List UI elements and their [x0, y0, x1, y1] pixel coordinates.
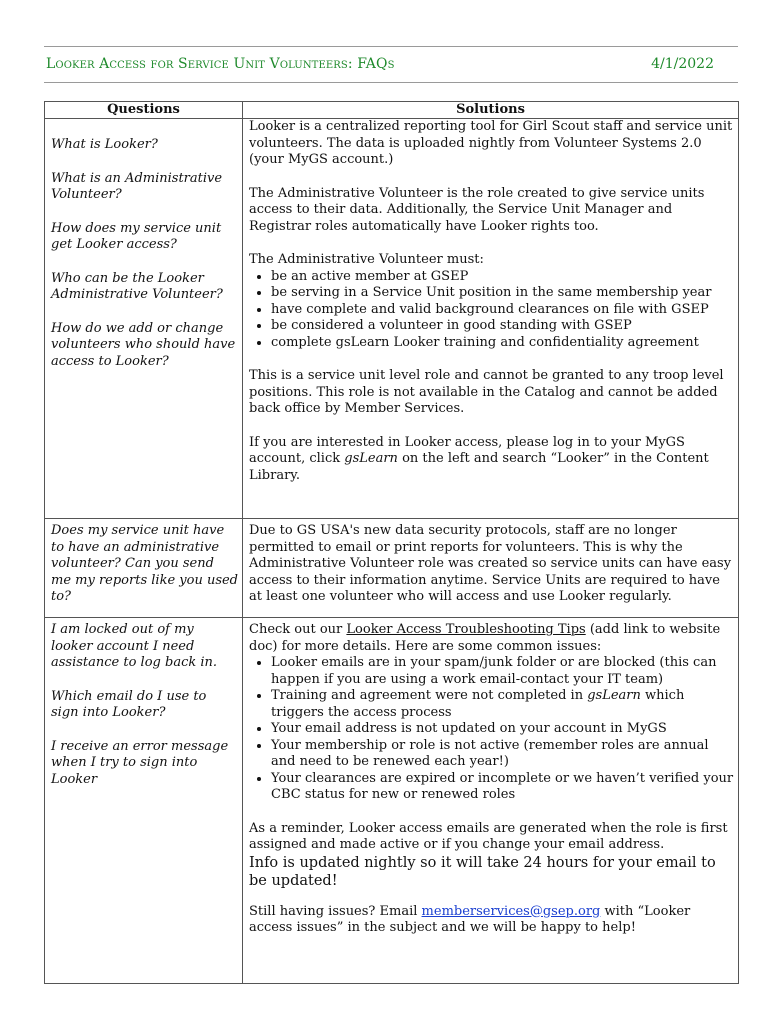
list-item: • Your clearances are expired or incomplete or we haven’t verified your CBC status for new or renewed roles [271, 771, 734, 804]
solutions-cell-2 [243, 519, 739, 618]
list-item: • be an active member at GSEP [271, 269, 734, 286]
faq-row-3 [45, 618, 739, 984]
page-title: Looker Access for Service Unit Volunteers: FAQs [46, 56, 395, 72]
list-item: • have complete and valid background clearances on file with GSEP [271, 302, 734, 319]
list-item: • Your email address is not updated on your account in MyGS [271, 721, 734, 738]
page-header [46, 56, 714, 72]
solutions-cell-1 [243, 119, 739, 519]
page-date: 4/1/2022 [651, 56, 714, 72]
top-rule [44, 46, 738, 47]
answer-what-is-looker: Looker is a centralized reporting tool for Girl Scout staff and service unit volunteers. The data is uploaded nightly from Volunteer Systems 2.0 (your MyGS account.) [249, 119, 733, 167]
troubleshooting-intro: Check out our Looker Access Troubleshooting Tips (add link to website doc) for more details. Here are some common issues: [249, 622, 721, 654]
list-item: • be considered a volunteer in good standing with GSEP [271, 318, 734, 335]
questions-header: Questions [45, 102, 243, 119]
question-who-can-be-admin: Who can be the Looker Administrative Volunteer? [51, 270, 223, 302]
question-need-admin-volunteer: Does my service unit have to have an administrative volunteer? Can you send me my reports like you used to? [51, 523, 239, 604]
answer-service-unit-level-role: This is a service unit level role and cannot be granted to any troop level positions. This role is not available in the Catalog and cannot be added back office by Member Services. [249, 368, 724, 416]
questions-cell-3 [45, 618, 243, 984]
list-item: • be serving in a Service Unit position in the same membership year [271, 285, 734, 302]
reminder-update-note: Info is updated nightly so it will take 24 hours for your email to be updated! [249, 854, 716, 889]
faq-table [44, 101, 739, 984]
troubleshooting-tips-link[interactable]: Looker Access Troubleshooting Tips [346, 622, 586, 637]
question-error-message: I receive an error message when I try to sign into Looker [51, 738, 229, 787]
common-issues-list [249, 655, 734, 804]
gslearn-text: gsLearn [587, 688, 641, 703]
list-item: • Looker emails are in your spam/junk folder or are blocked (this can happen if you are using a work email-contact your IT team) [271, 655, 734, 688]
reminder-text: As a reminder, Looker access emails are generated when the role is first assigned and made active or if you change your email address. [249, 820, 728, 852]
question-what-is-looker: What is Looker? [51, 137, 158, 152]
faq-row-2 [45, 519, 739, 618]
requirements-intro: The Administrative Volunteer must: [249, 252, 484, 267]
answer-data-security: Due to GS USA's new data security protocols, staff are no longer permitted to email or print reports for volunteers. This is why the Administrative Volunteer role was created so service units can have easy access to their information anytime. Service Units are required to have at least one volunteer who will access and use Looker regularly. [249, 523, 732, 604]
gslearn-text: gsLearn [344, 451, 398, 466]
requirements-list [249, 269, 734, 352]
solutions-cell-3 [243, 618, 739, 984]
faq-row-1 [45, 119, 739, 519]
table-header-row [45, 102, 739, 119]
question-what-is-admin-volunteer: What is an Administrative Volunteer? [51, 170, 223, 202]
solutions-header: Solutions [243, 102, 739, 119]
questions-cell-1 [45, 119, 243, 519]
answer-how-to-request: If you are interested in Looker access, please log in to your MyGS account, click gsLearn on the left and search “Looker” in the Content Library. [249, 434, 709, 483]
question-which-email: Which email do I use to sign into Looker? [51, 688, 207, 720]
answer-admin-volunteer: The Administrative Volunteer is the role created to give service units access to their data. Additionally, the Service Unit Manager and Registrar roles automatically have Looker rights too. [249, 185, 705, 234]
questions-cell-2 [45, 519, 243, 618]
list-item: • Training and agreement were not completed in gsLearn which triggers the access process [271, 688, 734, 721]
list-item: • complete gsLearn Looker training and confidentiality agreement [271, 335, 734, 352]
question-locked-out: I am locked out of my looker account I need assistance to log back in. [51, 622, 218, 670]
question-add-or-change-volunteers: How do we add or change volunteers who should have access to Looker? [51, 320, 236, 369]
list-item: • Your membership or role is not active (remember roles are annual and need to be renewed each year!) [271, 738, 734, 771]
member-services-email-link[interactable]: memberservices@gsep.org [421, 903, 601, 919]
header-rule [44, 82, 738, 83]
question-how-get-access: How does my service unit get Looker access? [51, 220, 222, 252]
still-having-issues: Still having issues? Email memberservices@gsep.org with “Looker access issues” in the subject and we will be happy to help! [249, 903, 691, 935]
